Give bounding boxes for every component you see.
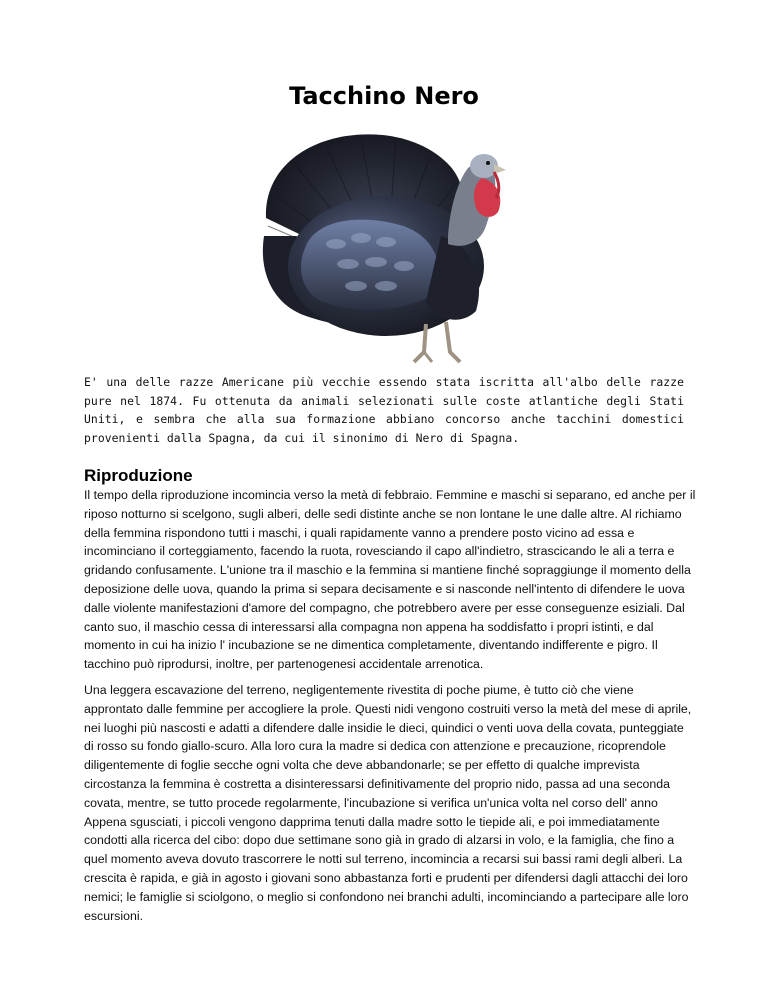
body-paragraph-2: Una leggera escavazione del terreno, negligentemente rivestita di poche piume, è tutto ciò che viene approntato dalle femmine per accogliere la prole. Questi nidi vengono costruiti verso la metà del mese di aprile, nei luoghi più nascosti e adatti a difendere dalle insidie le dieci, quindici o venti uova della covata, punteggiate di rosso su fondo giallo-scuro. Alla loro cura la madre si dedica con attenzione e precauzione, ricoprendole diligentemente di foglie secche ogni volta che deve abbandonarle; se per effetto di qualche imprevista circostanza la femmina è costretta a disinteressarsi definitivamente del proprio nido, passa ad una seconda covata, mentre, se tutto procede regolarmente, l'incubazione si verifica un'unica volta nel corso dell' anno Appena sgusciati, i piccoli vengono dapprima tenuti dalla madre sotto le tiepide ali, e poi immediatamente condotti alla ricerca del cibo: dopo due settimane sono già in grado di alzarsi in volo, e la famiglia, che fino a quel momento aveva dovuto trascorrere le notti sul terreno, incomincia a recarsi sui bassi rami degli alberi. La crescita è rapida, e già in agosto i giovani sono abbastanza forti e prudenti per difendersi dagli attacchi dei loro nemici; le famiglie si sciolgono, o meglio si confondono nei branchi adulti, incominciando a partecipare alle loro escursioni.	[84, 683, 692, 923]
intro-paragraph: E' una delle razze Americane più vecchie essendo stata iscritta all'albo delle razze pure nel 1874. Fu ottenuta da animali selezionati sulle coste atlantiche degli Stati Uniti, e sembra che alla sua formazione abbiano concorso anche tacchini domestici provenienti dalla Spagna, da cui il sinonimo di Nero di Spagna.	[84, 375, 684, 445]
section-heading: Riproduzione	[84, 466, 193, 485]
turkey-illustration	[236, 126, 522, 364]
page-title: Tacchino Nero	[289, 82, 479, 110]
turkey-image	[236, 126, 522, 364]
body-paragraph-1: Il tempo della riproduzione incomincia verso la metà di febbraio. Femmine e maschi si separano, ed anche per il riposo notturno si scelgono, sugli alberi, delle sedi distinte anche se non lontane le une dalle altre. Al richiamo della femmina rispondono tutti i maschi, i quali rapidamente vanno a prendere posto vicino ad essa e incominciano il corteggiamento, facendo la ruota, rovesciando il capo all'indietro, strascicando le ali a terra e gridando confusamente. L'unione tra il maschio e la femmina si mantiene finché sopraggiunge il momento della deposizione delle uova, quando la prima si separa decisamente e si nasconde nell'intento di difendere le uova dalle violente manifestazioni d'amore del compagno, che potrebbero avere per esse conseguenze esiziali. Dal canto suo, il maschio cessa di interessarsi alla compagna non appena ha soddisfatto i propri istinti, e dal momento in cui ha inizio l' incubazione se ne dimentica completamente, diventando indifferente e pigro. Il tacchino può riprodursi, inoltre, per partenogenesi accidentale arrenotica.	[84, 488, 696, 672]
